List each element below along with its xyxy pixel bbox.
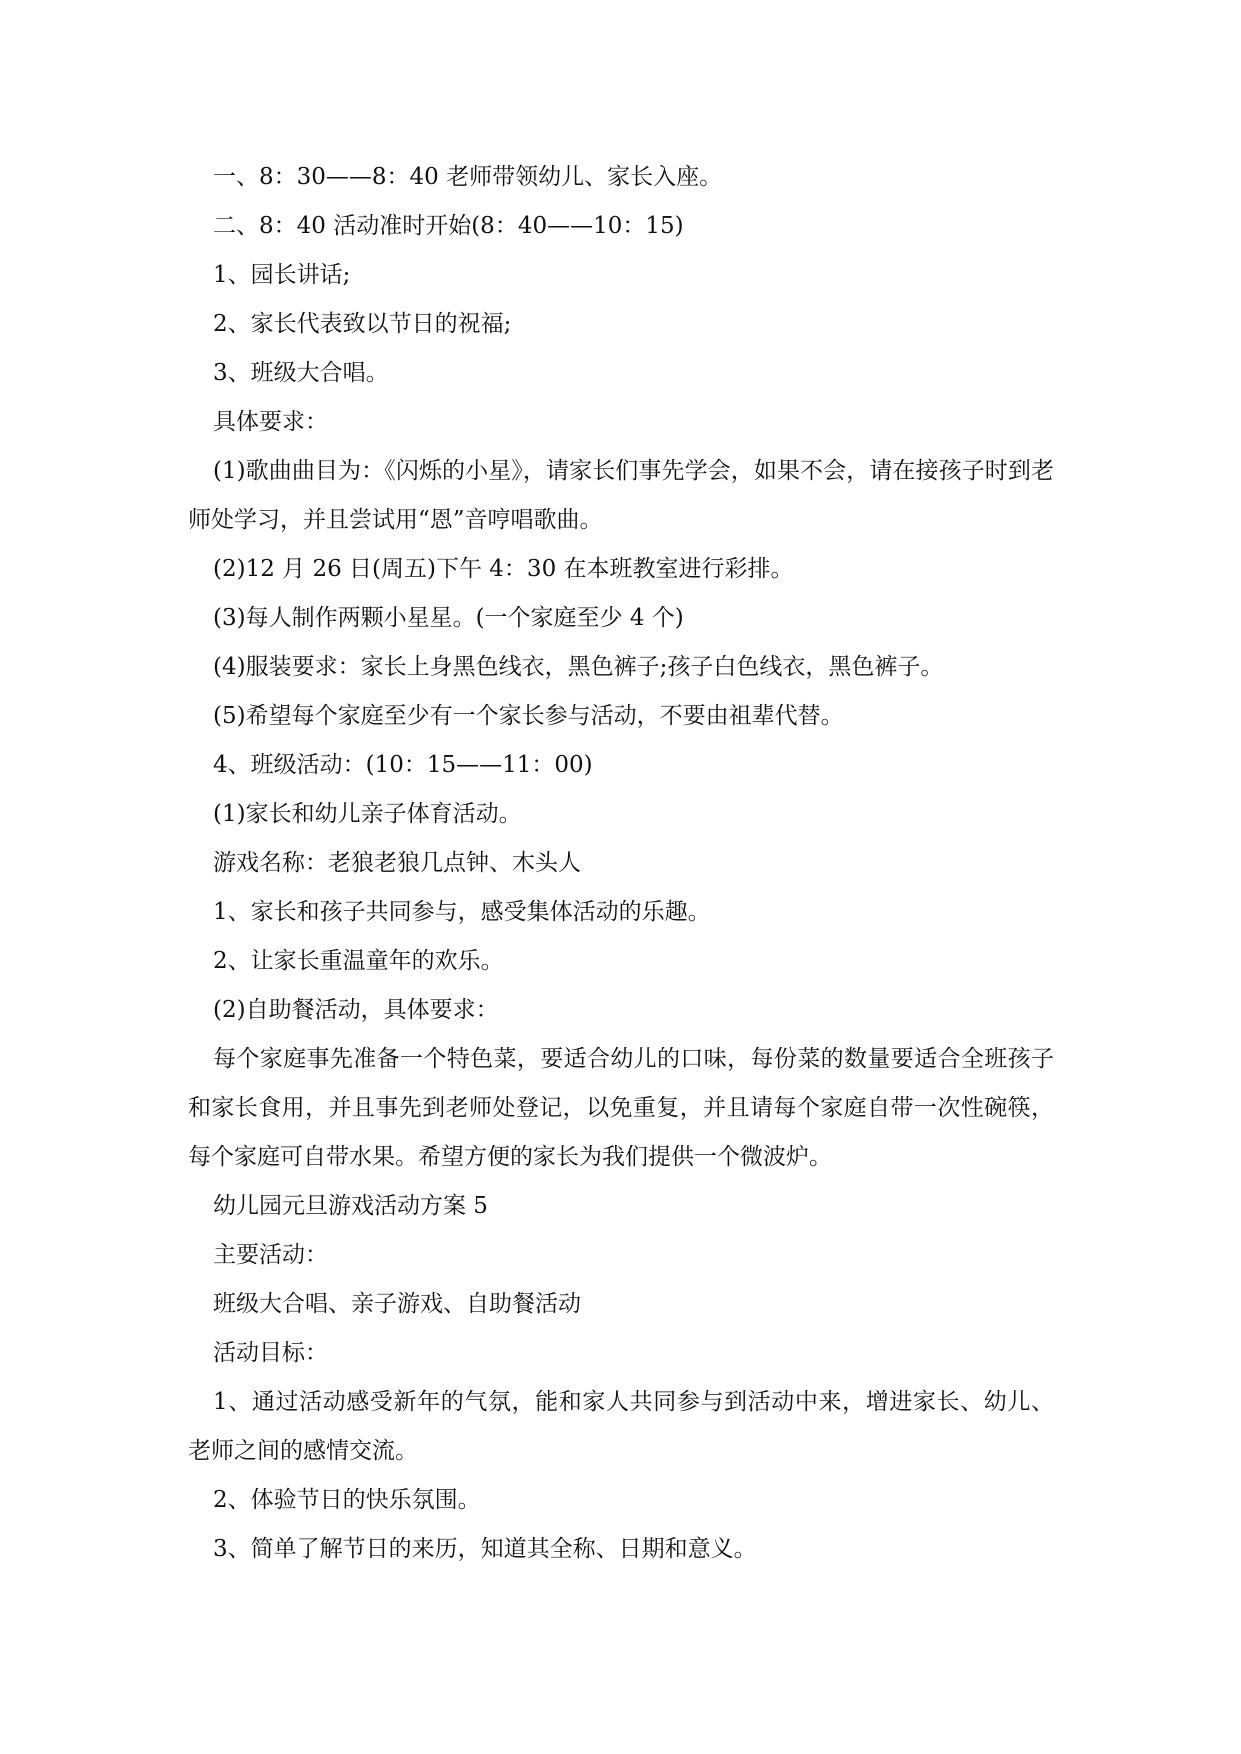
list-item: 1、园长讲话;: [213, 262, 351, 288]
requirement-item: (2)自助餐活动，具体要求：: [213, 997, 499, 1023]
paragraph-buffet: 每个家庭事先准备一个特色菜，要适合幼儿的口味，每份菜的数量要适合全班孩子和家长食用，并且事先到老师处登记，以免重复，并且请每个家庭自带一次性碗筷，每个家庭可自带水果。希望方便的家长为我们提供一个微波炉。: [188, 1046, 1054, 1170]
list-item: 1、通过活动感受新年的气氛，能和家人共同参与到活动中来，增进家长、幼儿、老师之间的感情交流。: [188, 1389, 1054, 1464]
list-item: 2、体验节日的快乐氛围。: [213, 1487, 481, 1513]
requirement-item: (3)每人制作两颗小星星。(一个家庭至少 4 个): [213, 605, 684, 631]
list-item: 1、家长和孩子共同参与，感受集体活动的乐趣。: [213, 899, 711, 925]
paragraph-schedule-start: 二、8：40 活动准时开始(8：40——10：15): [213, 213, 684, 239]
list-item: 2、让家长重温童年的欢乐。: [213, 948, 504, 974]
requirement-item: (4)服装要求：家长上身黑色线衣，黑色裤子;孩子白色线衣，黑色裤子。: [213, 654, 944, 680]
list-item: 3、简单了解节日的来历，知道其全称、日期和意义。: [213, 1536, 757, 1562]
plan-title: 幼儿园元旦游戏活动方案 5: [213, 1193, 488, 1219]
document-body: [188, 153, 1054, 1574]
section-heading: 主要活动：: [213, 1242, 328, 1268]
list-item: 3、班级大合唱。: [213, 360, 389, 386]
list-item: 2、家长代表致以节日的祝福;: [213, 311, 512, 337]
requirement-item: (1)家长和幼儿亲子体育活动。: [213, 801, 522, 827]
game-name: 游戏名称：老狼老狼几点钟、木头人: [213, 850, 581, 876]
paragraph-schedule-seating: 一、8：30——8：40 老师带领幼儿、家长入座。: [213, 164, 723, 190]
requirement-item: (2)12 月 26 日(周五)下午 4：30 在本班教室进行彩排。: [213, 556, 794, 582]
section-heading: 活动目标：: [213, 1340, 328, 1366]
requirement-item: (1)歌曲曲目为：《闪烁的小星》，请家长们事先学会，如果不会，请在接孩子时到老师处学习，并且尝试用“恩”音哼唱歌曲。: [188, 458, 1054, 533]
section-heading: 具体要求：: [213, 409, 328, 435]
list-item: 4、班级活动：(10：15——11：00): [213, 752, 593, 778]
paragraph-main-activities: 班级大合唱、亲子游戏、自助餐活动: [213, 1291, 581, 1317]
requirement-item: (5)希望每个家庭至少有一个家长参与活动，不要由祖辈代替。: [213, 703, 844, 729]
